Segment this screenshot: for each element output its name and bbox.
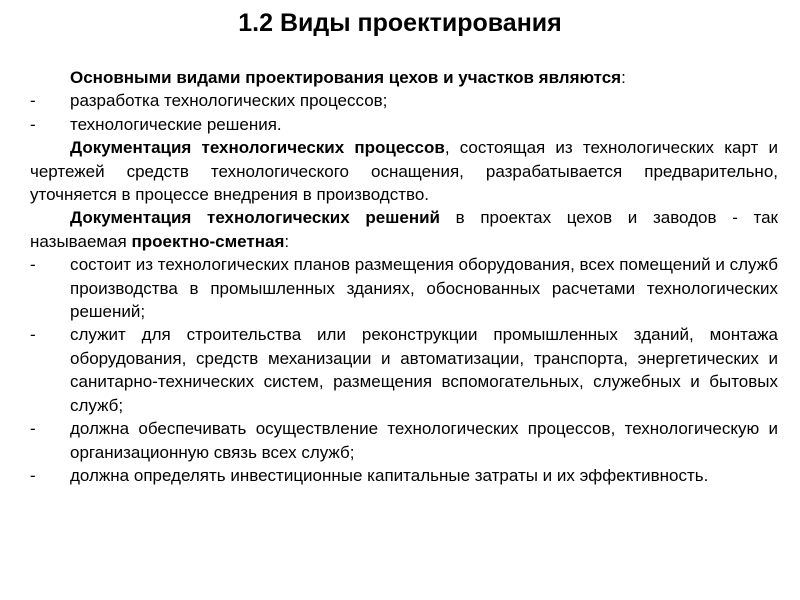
solution-docs-bold: Документация технологических решений — [70, 208, 440, 228]
list-item-text: должна определять инвестиционные капитальные затраты и их эффективность. — [70, 465, 709, 485]
bullet-dash: - — [30, 465, 36, 485]
paragraph-intro — [30, 66, 778, 89]
slide-body — [30, 66, 778, 487]
list-item-text: служит для строительства или реконструкции промышленных зданий, монтажа оборудования, средств механизации и автоматизации, транспорта, энергетических и санитарно-технических систем, размещения вспомогательных, служебных и бытовых служб; — [70, 325, 778, 415]
list-item — [30, 253, 778, 323]
list-item — [30, 89, 778, 112]
list-item — [30, 464, 778, 487]
slide-title: 1.2 Виды проектирования — [238, 9, 562, 37]
list-item — [30, 113, 778, 136]
intro-bold: Основными видами проектирования цехов и участков являются — [70, 68, 622, 87]
paragraph-process-docs — [30, 136, 778, 206]
bullet-dash: - — [30, 114, 36, 134]
paragraph-solution-docs — [30, 206, 778, 253]
list-item — [30, 417, 778, 464]
process-docs-rest: , состоящая из технологических карт и чертежей средств технологического оснащения, разрабатывается предварительно, уточняется в процессе внедрения в производство. — [30, 138, 778, 205]
list-item-text: должна обеспечивать осуществление технологических процессов, технологическую и организационную связь всех служб; — [70, 419, 778, 462]
intro-rest: : — [621, 68, 626, 87]
bullet-dash: - — [30, 325, 36, 345]
list-item-text: разработка технологических процессов; — [70, 91, 388, 111]
solution-docs-middle: в проектах цехов и заводов - так называемая — [30, 208, 778, 251]
bullet-dash: - — [30, 255, 36, 275]
list-item-text: технологические решения. — [70, 114, 282, 134]
bullet-dash: - — [30, 91, 36, 111]
solution-docs-bold2: проектно-сметная — [131, 231, 285, 251]
solution-docs-rest: : — [284, 231, 290, 251]
bullet-dash: - — [30, 419, 36, 439]
process-docs-bold: Документация технологических процессов — [70, 138, 445, 158]
list-item — [30, 323, 778, 417]
list-item-text: состоит из технологических планов размещения оборудования, всех помещений и служб производства в промышленных зданиях, обоснованных расчетами технологических решений; — [70, 255, 778, 322]
